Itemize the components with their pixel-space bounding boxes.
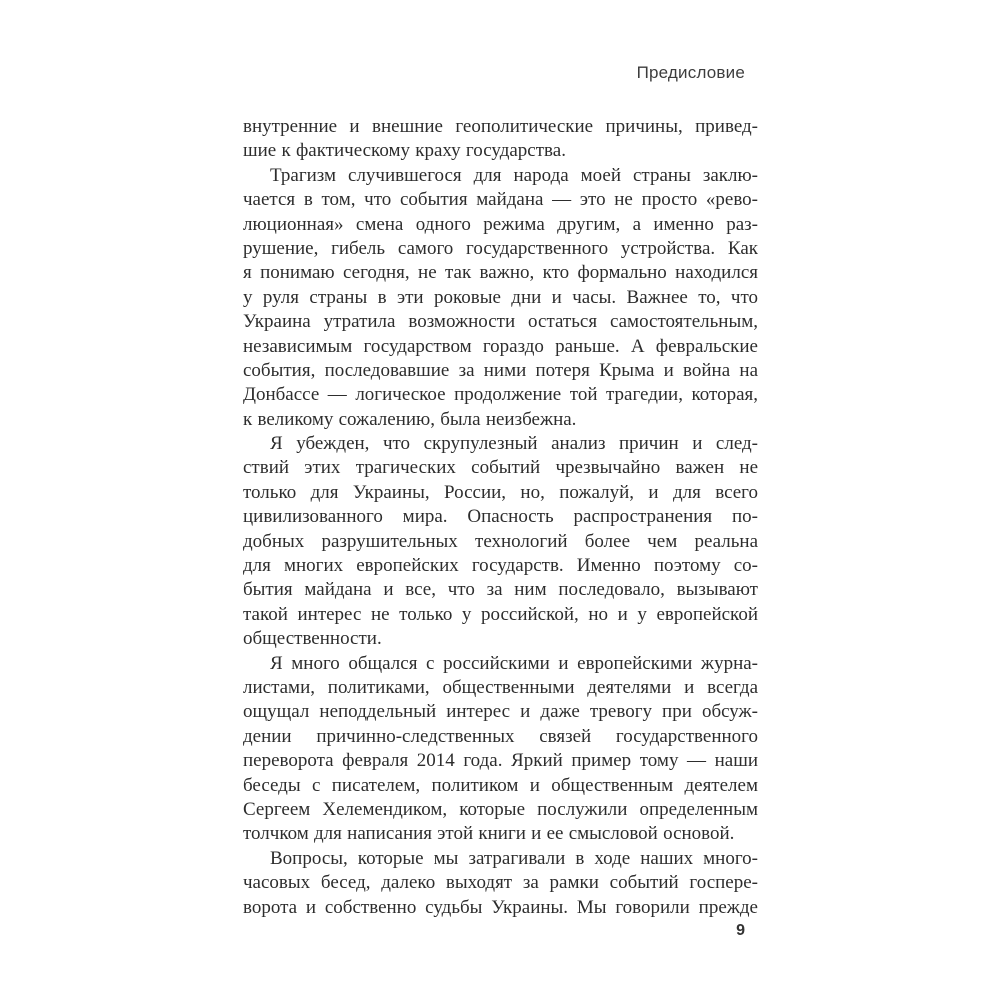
text-line: шие к фактическому краху государства. (243, 140, 566, 162)
text-line: ствий этих трагических событий чрезвычайно важен не (243, 457, 758, 479)
text-line: Сергеем Хелемендиком, которые послужили определенным (243, 798, 758, 820)
text-line: события, последовавшие за ними потеря Крыма и война на (243, 359, 758, 381)
text-line: часовых бесед, далеко выходят за рамки событий госпере- (243, 872, 758, 894)
text-line: Я убежден, что скрупулезный анализ причин и след- (270, 433, 758, 455)
paragraph (243, 115, 758, 164)
text-line: общественности. (243, 628, 382, 650)
text-line: независимым государством гораздо раньше. А февральские (243, 335, 758, 357)
page-number: 9 (736, 922, 745, 939)
text-line: Донбассе — логическое продолжение той трагедии, которая, (243, 384, 758, 406)
body-text (243, 115, 758, 920)
text-line: дении причинно-следственных связей государственного (243, 725, 758, 747)
text-line: цивилизованного мира. Опасность распространения по- (243, 506, 758, 528)
text-line: добных разрушительных технологий более чем реальна (243, 530, 758, 552)
text-line: Трагизм случившегося для народа моей страны заклю- (270, 164, 758, 186)
text-line: бытия майдана и все, что за ним последовало, вызывают (243, 579, 758, 601)
text-line: рушение, гибель самого государственного устройства. Как (243, 237, 758, 259)
text-line: листами, политиками, общественными деятелями и всегда (243, 676, 758, 698)
paragraph (243, 432, 758, 652)
text-line: ворота и собственно судьбы Украины. Мы говорили прежде (243, 896, 758, 918)
text-line: люционная» смена одного режима другим, а именно раз- (243, 213, 758, 235)
text-line: я понимаю сегодня, не так важно, кто формально находился (243, 262, 758, 284)
text-line: к великому сожалению, была неизбежна. (243, 408, 577, 430)
running-header: Предисловие (636, 63, 745, 82)
text-line: внутренние и внешние геополитические причины, привед- (243, 116, 758, 137)
paragraph (243, 847, 758, 920)
text-line: Вопросы, которые мы затрагивали в ходе наших много- (270, 847, 758, 869)
text-line: чается в том, что события майдана — это не просто «рево- (243, 189, 758, 211)
text-line: только для Украины, России, но, пожалуй, и для всего (243, 481, 758, 503)
text-line: Я много общался с российскими и европейскими журна- (270, 652, 758, 674)
text-line: у руля страны в эти роковые дни и часы. Важнее то, что (243, 286, 758, 308)
text-line: Украина утратила возможности остаться самостоятельным, (243, 311, 758, 333)
text-line: беседы с писателем, политиком и общественным деятелем (243, 774, 758, 796)
paragraph (243, 164, 758, 432)
text-line: ощущал неподдельный интерес и даже тревогу при обсуж- (243, 701, 758, 723)
paragraph (243, 652, 758, 847)
text-line: переворота февраля 2014 года. Яркий пример тому — наши (243, 750, 758, 772)
text-line: такой интерес не только у российской, но и у европейской (243, 603, 758, 625)
text-line: для многих европейских государств. Именно поэтому со- (243, 555, 758, 577)
text-line: толчком для написания этой книги и ее смысловой основой. (243, 823, 735, 845)
